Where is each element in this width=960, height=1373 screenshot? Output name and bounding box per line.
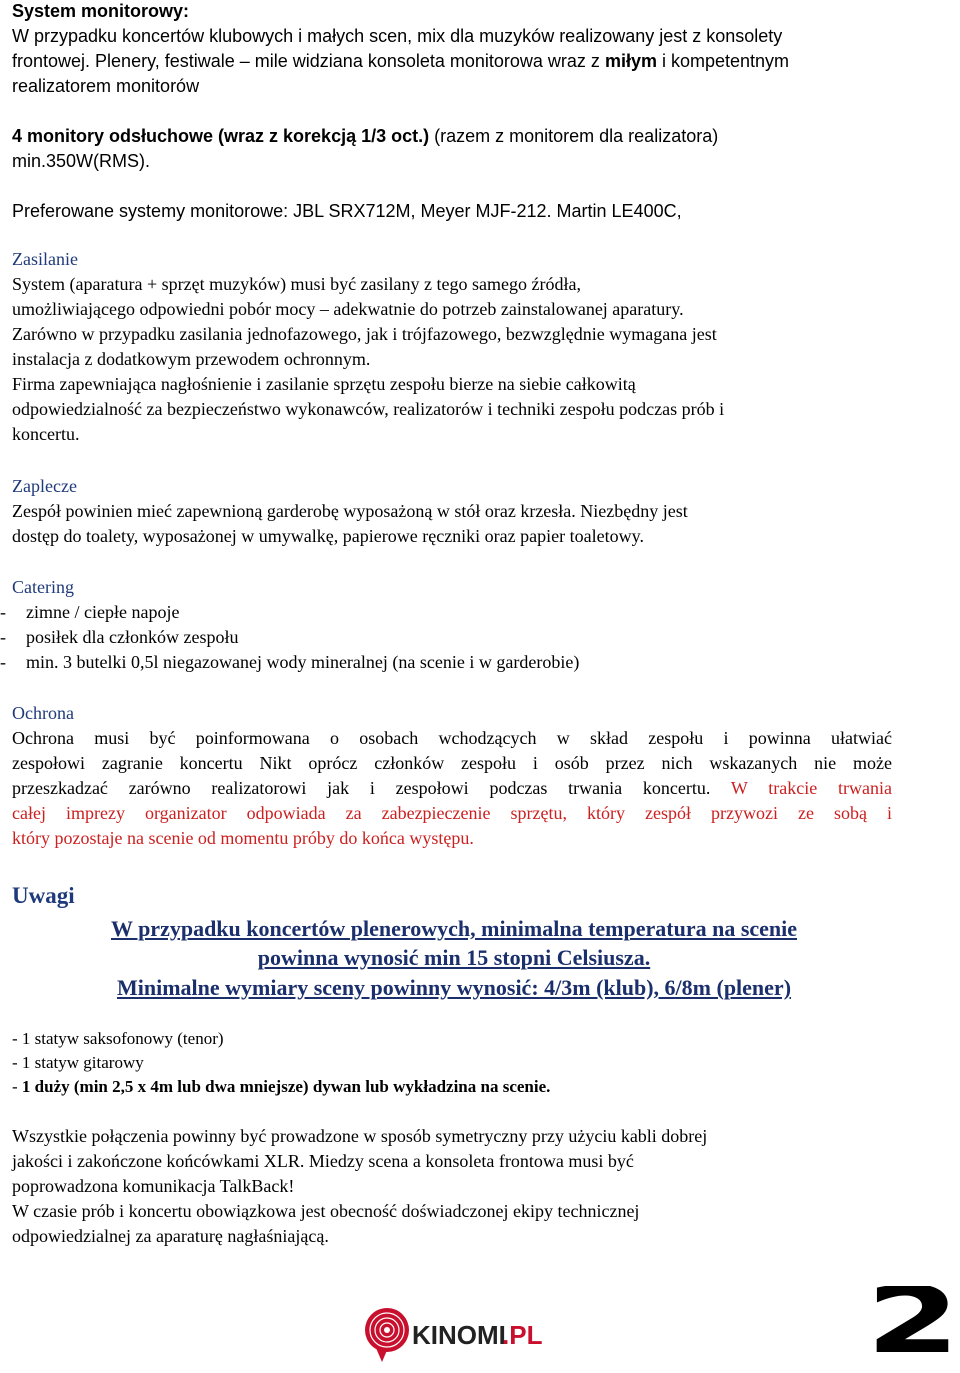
power-line: Zarówno w przypadku zasilania jednofazowego, jak i trójfazowego, bezwzględnie wymagana jest bbox=[12, 324, 717, 344]
monitor-section bbox=[12, 0, 912, 224]
notes-heading: Uwagi bbox=[12, 883, 75, 908]
monitor-line-2: frontowej. Plenery, festiwale – mile widziana konsoleta monitorowa wraz z miłym i kompetentnym bbox=[12, 51, 790, 71]
security-line: Ochrona musi być poinformowana o osobach wchodzących w skład zespołu i powinna ułatwiać bbox=[12, 728, 892, 748]
power-heading: Zasilanie bbox=[12, 249, 78, 269]
page-number bbox=[866, 1286, 960, 1356]
notes-final-line: Wszystkie połączenia powinny być prowadzone w sposób symetryczny przy użyciu kabli dobrej bbox=[12, 1126, 708, 1146]
security-section bbox=[12, 701, 892, 851]
logo-text: KINOMI bbox=[412, 1320, 506, 1350]
monitor-heading: System monitorowy: bbox=[12, 1, 190, 21]
catering-heading: Catering bbox=[12, 577, 74, 597]
notes-final-line: W czasie prób i koncertu obowiązkowa jest obecność doświadczonej ekipy technicznej bbox=[12, 1201, 640, 1221]
notes-final-line: poprowadzona komunikacja TalkBack! bbox=[12, 1176, 295, 1196]
security-heading: Ochrona bbox=[12, 703, 74, 723]
catering-item: - min. 3 butelki 0,5l niegazowanej wody mineralnej (na scenie i w garderobie) bbox=[0, 652, 580, 672]
page-number-text: 2 bbox=[866, 1286, 960, 1356]
power-line: Firma zapewniająca nagłośnienie i zasilanie sprzętu zespołu bierze na siebie całkowitą bbox=[12, 374, 636, 394]
logo-suffix: .PL bbox=[502, 1320, 542, 1350]
security-line: który pozostaje na scenie od momentu próby do końca występu. bbox=[12, 828, 474, 848]
power-line: System (aparatura + sprzęt muzyków) musi być zasilany z tego samego źródła, bbox=[12, 274, 581, 294]
security-line: zespołowi zagranie koncertu Nikt oprócz członków zespołu i osób przez nich wskazanych nie może bbox=[12, 753, 892, 773]
security-line: przeszkadzać zarówno realizatorowi jak i zespołowi podczas trwania koncertu. W trakcie trwania bbox=[12, 778, 892, 798]
monitor-spec: 4 monitory odsłuchowe (wraz z korekcją 1/3 oct.) (razem z monitorem dla realizatora) bbox=[12, 126, 719, 146]
backstage-section bbox=[12, 474, 902, 549]
catering-item: - posiłek dla członków zespołu bbox=[0, 627, 239, 647]
power-line: umożliwiającego odpowiedni pobór mocy – adekwatnie do potrzeb zainstalowanej aparatury. bbox=[12, 299, 684, 319]
notes-section bbox=[12, 862, 896, 1249]
monitor-line-1: W przypadku koncertów klubowych i małych scen, mix dla muzyków realizowany jest z konsolety bbox=[12, 26, 783, 46]
catering-section bbox=[0, 575, 900, 675]
notes-centered-line: Minimalne wymiary sceny powinny wynosić: 4/3m (klub), 6/8m (plener) bbox=[116, 975, 792, 1000]
catering-item: - zimne / ciepłe napoje bbox=[0, 602, 180, 622]
notes-final-line: odpowiedzialnej za aparaturę nagłaśniającą. bbox=[12, 1226, 329, 1246]
notes-item: - 1 duży (min 2,5 x 4m lub dwa mniejsze) dywan lub wykładzina na scenie. bbox=[12, 1077, 551, 1096]
monitor-preferred: Preferowane systemy monitorowe: JBL SRX712M, Meyer MJF-212. Martin LE400C, bbox=[12, 201, 682, 221]
notes-item: - 1 statyw saksofonowy (tenor) bbox=[12, 1029, 224, 1048]
power-line: koncertu. bbox=[12, 424, 80, 444]
backstage-line: Zespół powinien mieć zapewnioną garderobę wyposażoną w stół oraz krzesła. Niezbędny jest bbox=[12, 501, 688, 521]
gramophone-icon bbox=[362, 1304, 542, 1366]
notes-final-line: jakości i zakończone końcówkami XLR. Miedzy scena a konsoleta frontowa musi być bbox=[12, 1151, 634, 1171]
power-section bbox=[12, 247, 902, 447]
monitor-line-3: realizatorem monitorów bbox=[12, 76, 200, 96]
backstage-heading: Zaplecze bbox=[12, 476, 77, 496]
notes-centered-line: W przypadku koncertów plenerowych, minimalna temperatura na scenie bbox=[110, 916, 798, 941]
monitor-spec-line-2: min.350W(RMS). bbox=[12, 151, 151, 171]
notes-centered-line: powinna wynosić min 15 stopni Celsiusza. bbox=[257, 945, 651, 970]
notes-item: - 1 statyw gitarowy bbox=[12, 1053, 144, 1072]
backstage-line: dostęp do toalety, wyposażonej w umywalkę, papierowe ręczniki oraz papier toaletowy. bbox=[12, 526, 644, 546]
kinomi-logo bbox=[362, 1304, 542, 1364]
security-line: całej imprezy organizator odpowiada za zabezpieczenie sprzętu, który zespół przywozi ze sobą i bbox=[12, 803, 892, 823]
power-line: instalacja z dodatkowym przewodem ochronnym. bbox=[12, 349, 371, 369]
power-line: odpowiedzialność za bezpieczeństwo wykonawców, realizatorów i techniki zespołu podczas prób i bbox=[12, 399, 725, 419]
